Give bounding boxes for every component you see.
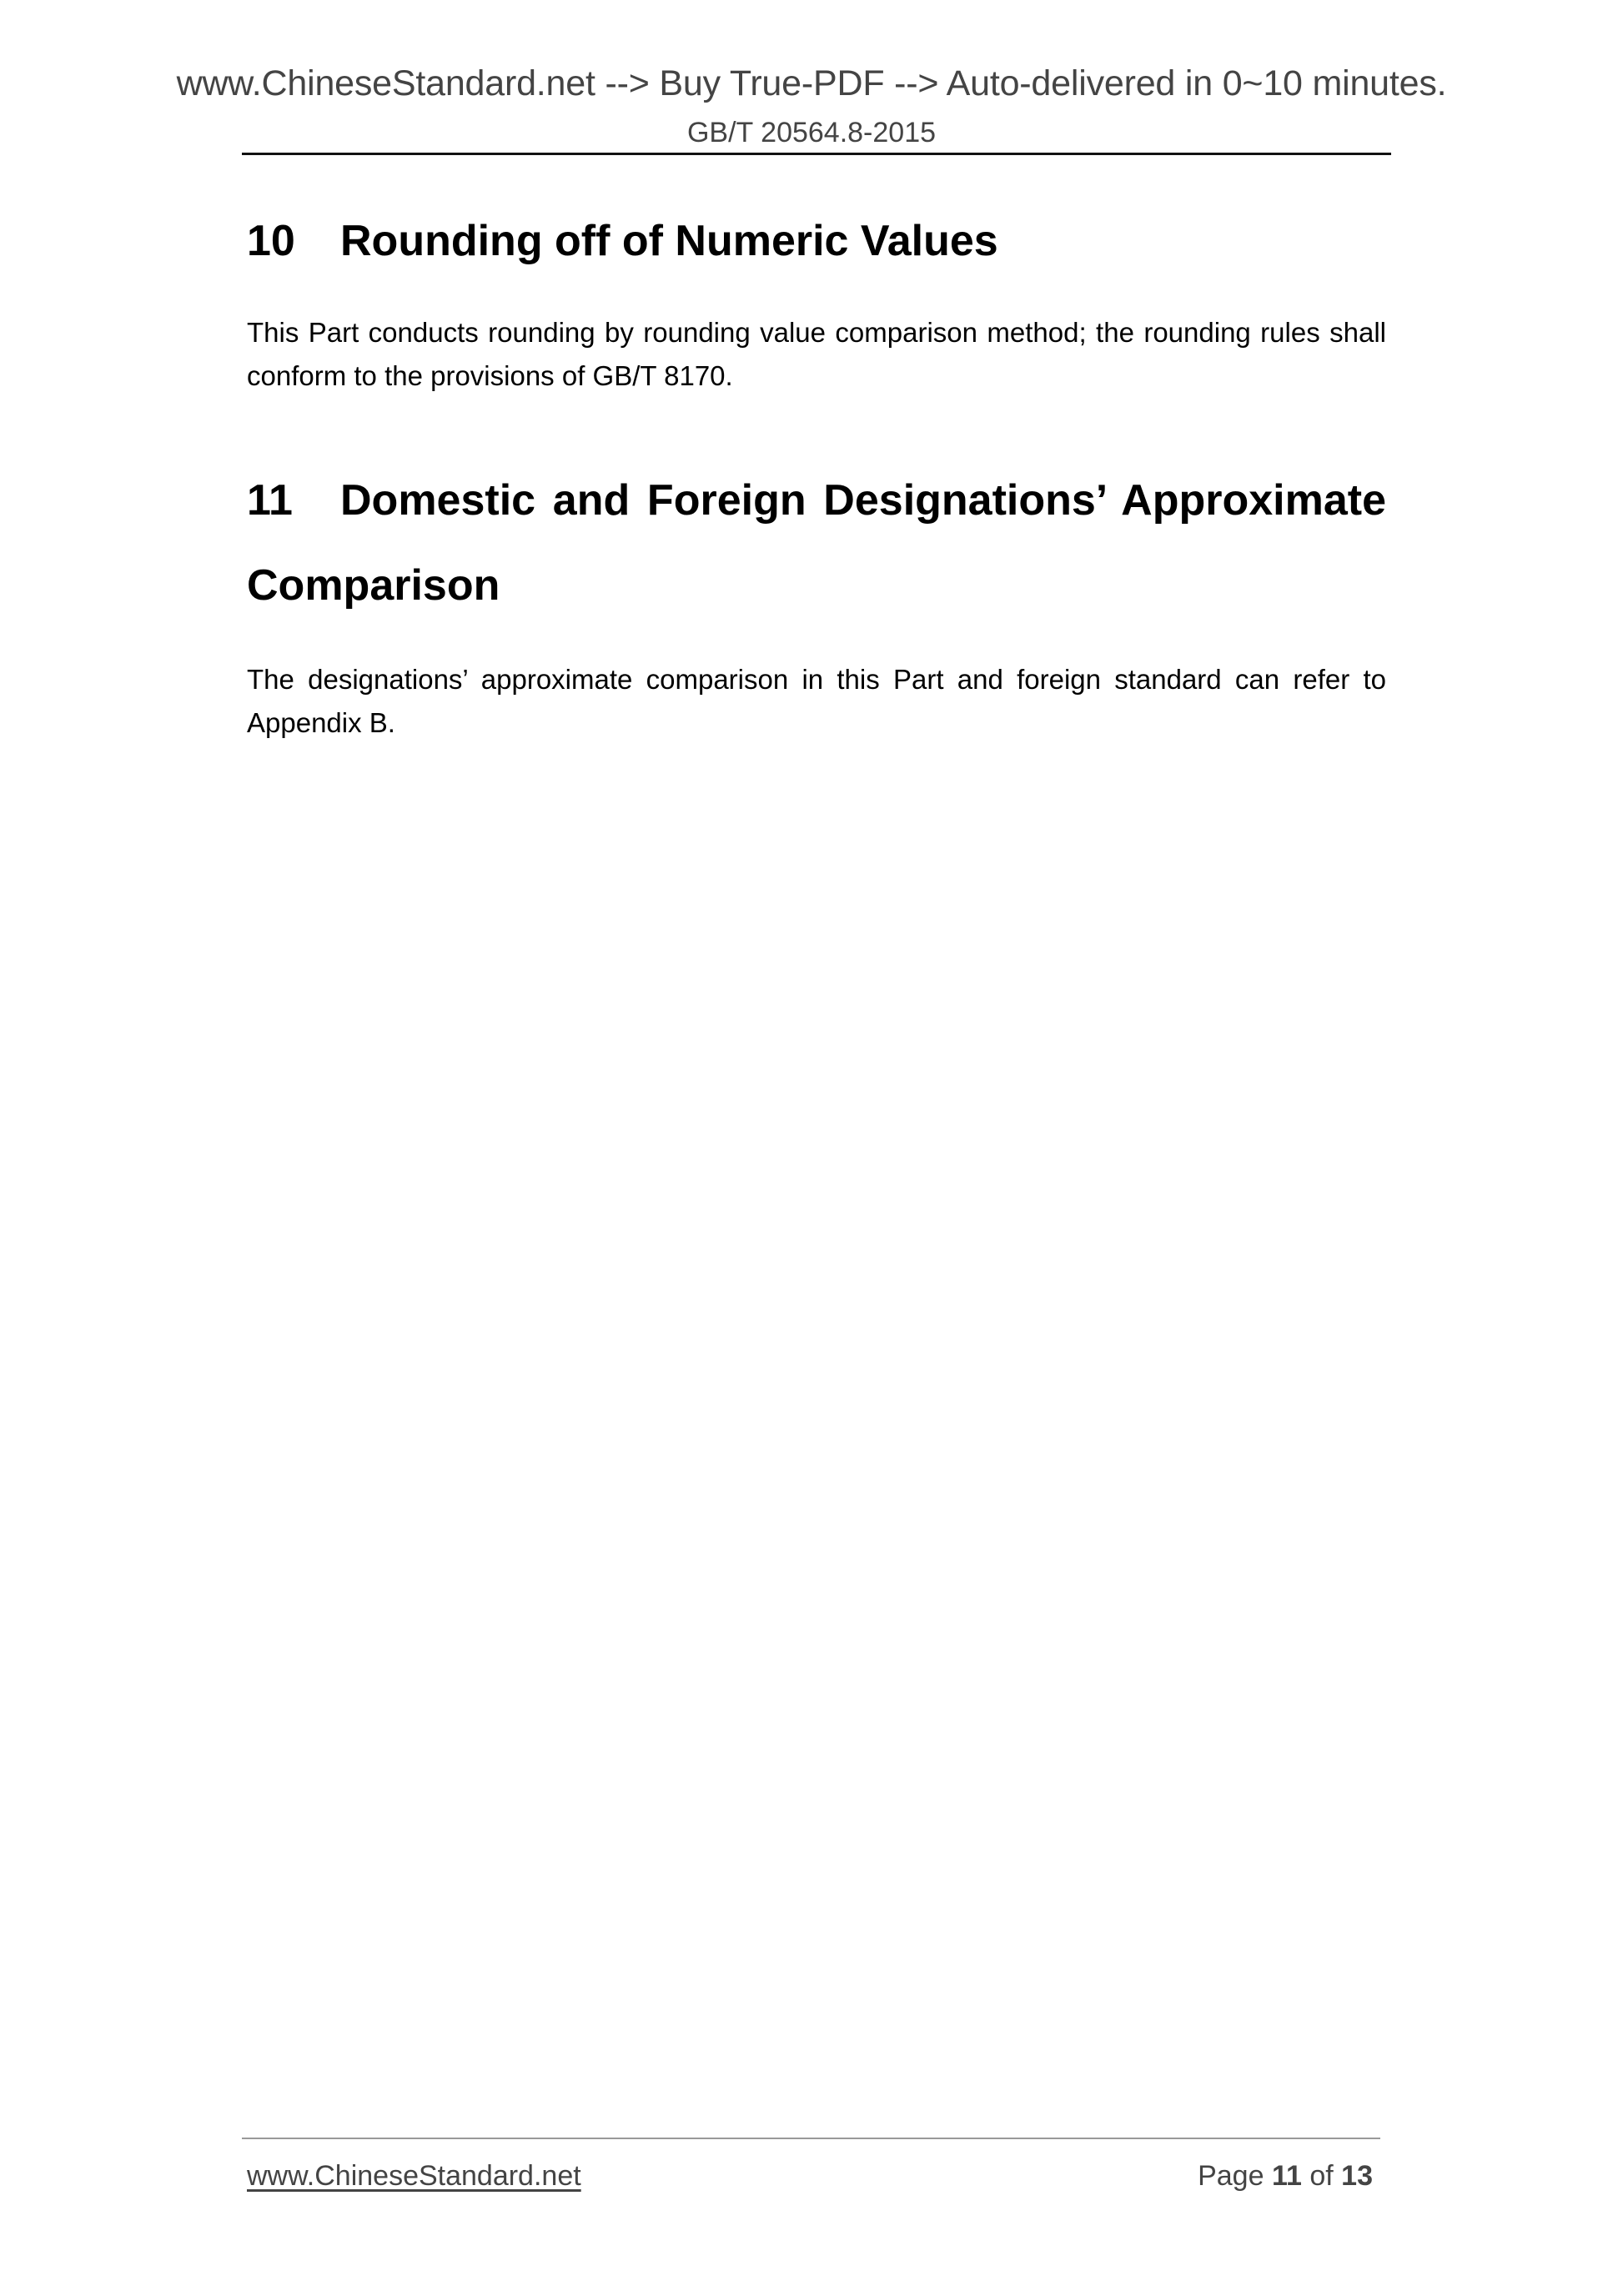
standard-number: GB/T 20564.8-2015 [686, 117, 937, 148]
page-indicator [1198, 2160, 1373, 2193]
section-body: The designations’ approximate comparison in this Part and foreign standard can refer to Appendix B. [247, 664, 1386, 738]
section-heading [247, 458, 1386, 628]
section-number: 11 [247, 476, 293, 525]
page-prefix: Page [1198, 2160, 1264, 2192]
total-pages: 13 [1341, 2160, 1373, 2192]
section-heading [247, 213, 1386, 269]
section-10 [247, 213, 1386, 398]
page-separator: of [1309, 2160, 1334, 2192]
section-title: Rounding off of Numeric Values [340, 217, 998, 265]
header-banner: www.ChineseStandard.net --> Buy True-PDF --> Auto-delivered in 0~10 minutes. [176, 63, 1447, 103]
header-divider [242, 153, 1391, 155]
section-body: This Part conducts rounding by rounding value comparison method; the rounding rules shall conform to the provisions of GB/T 8170. [247, 317, 1386, 391]
section-title: Domestic and Foreign Designations’ Approximate Comparison [247, 476, 1386, 610]
page-content [247, 213, 1386, 745]
footer-website-link[interactable]: www.ChineseStandard.net [247, 2160, 581, 2192]
current-page: 11 [1271, 2160, 1302, 2192]
section-number: 10 [247, 217, 295, 265]
section-11 [247, 458, 1386, 745]
footer-divider [242, 2138, 1380, 2139]
